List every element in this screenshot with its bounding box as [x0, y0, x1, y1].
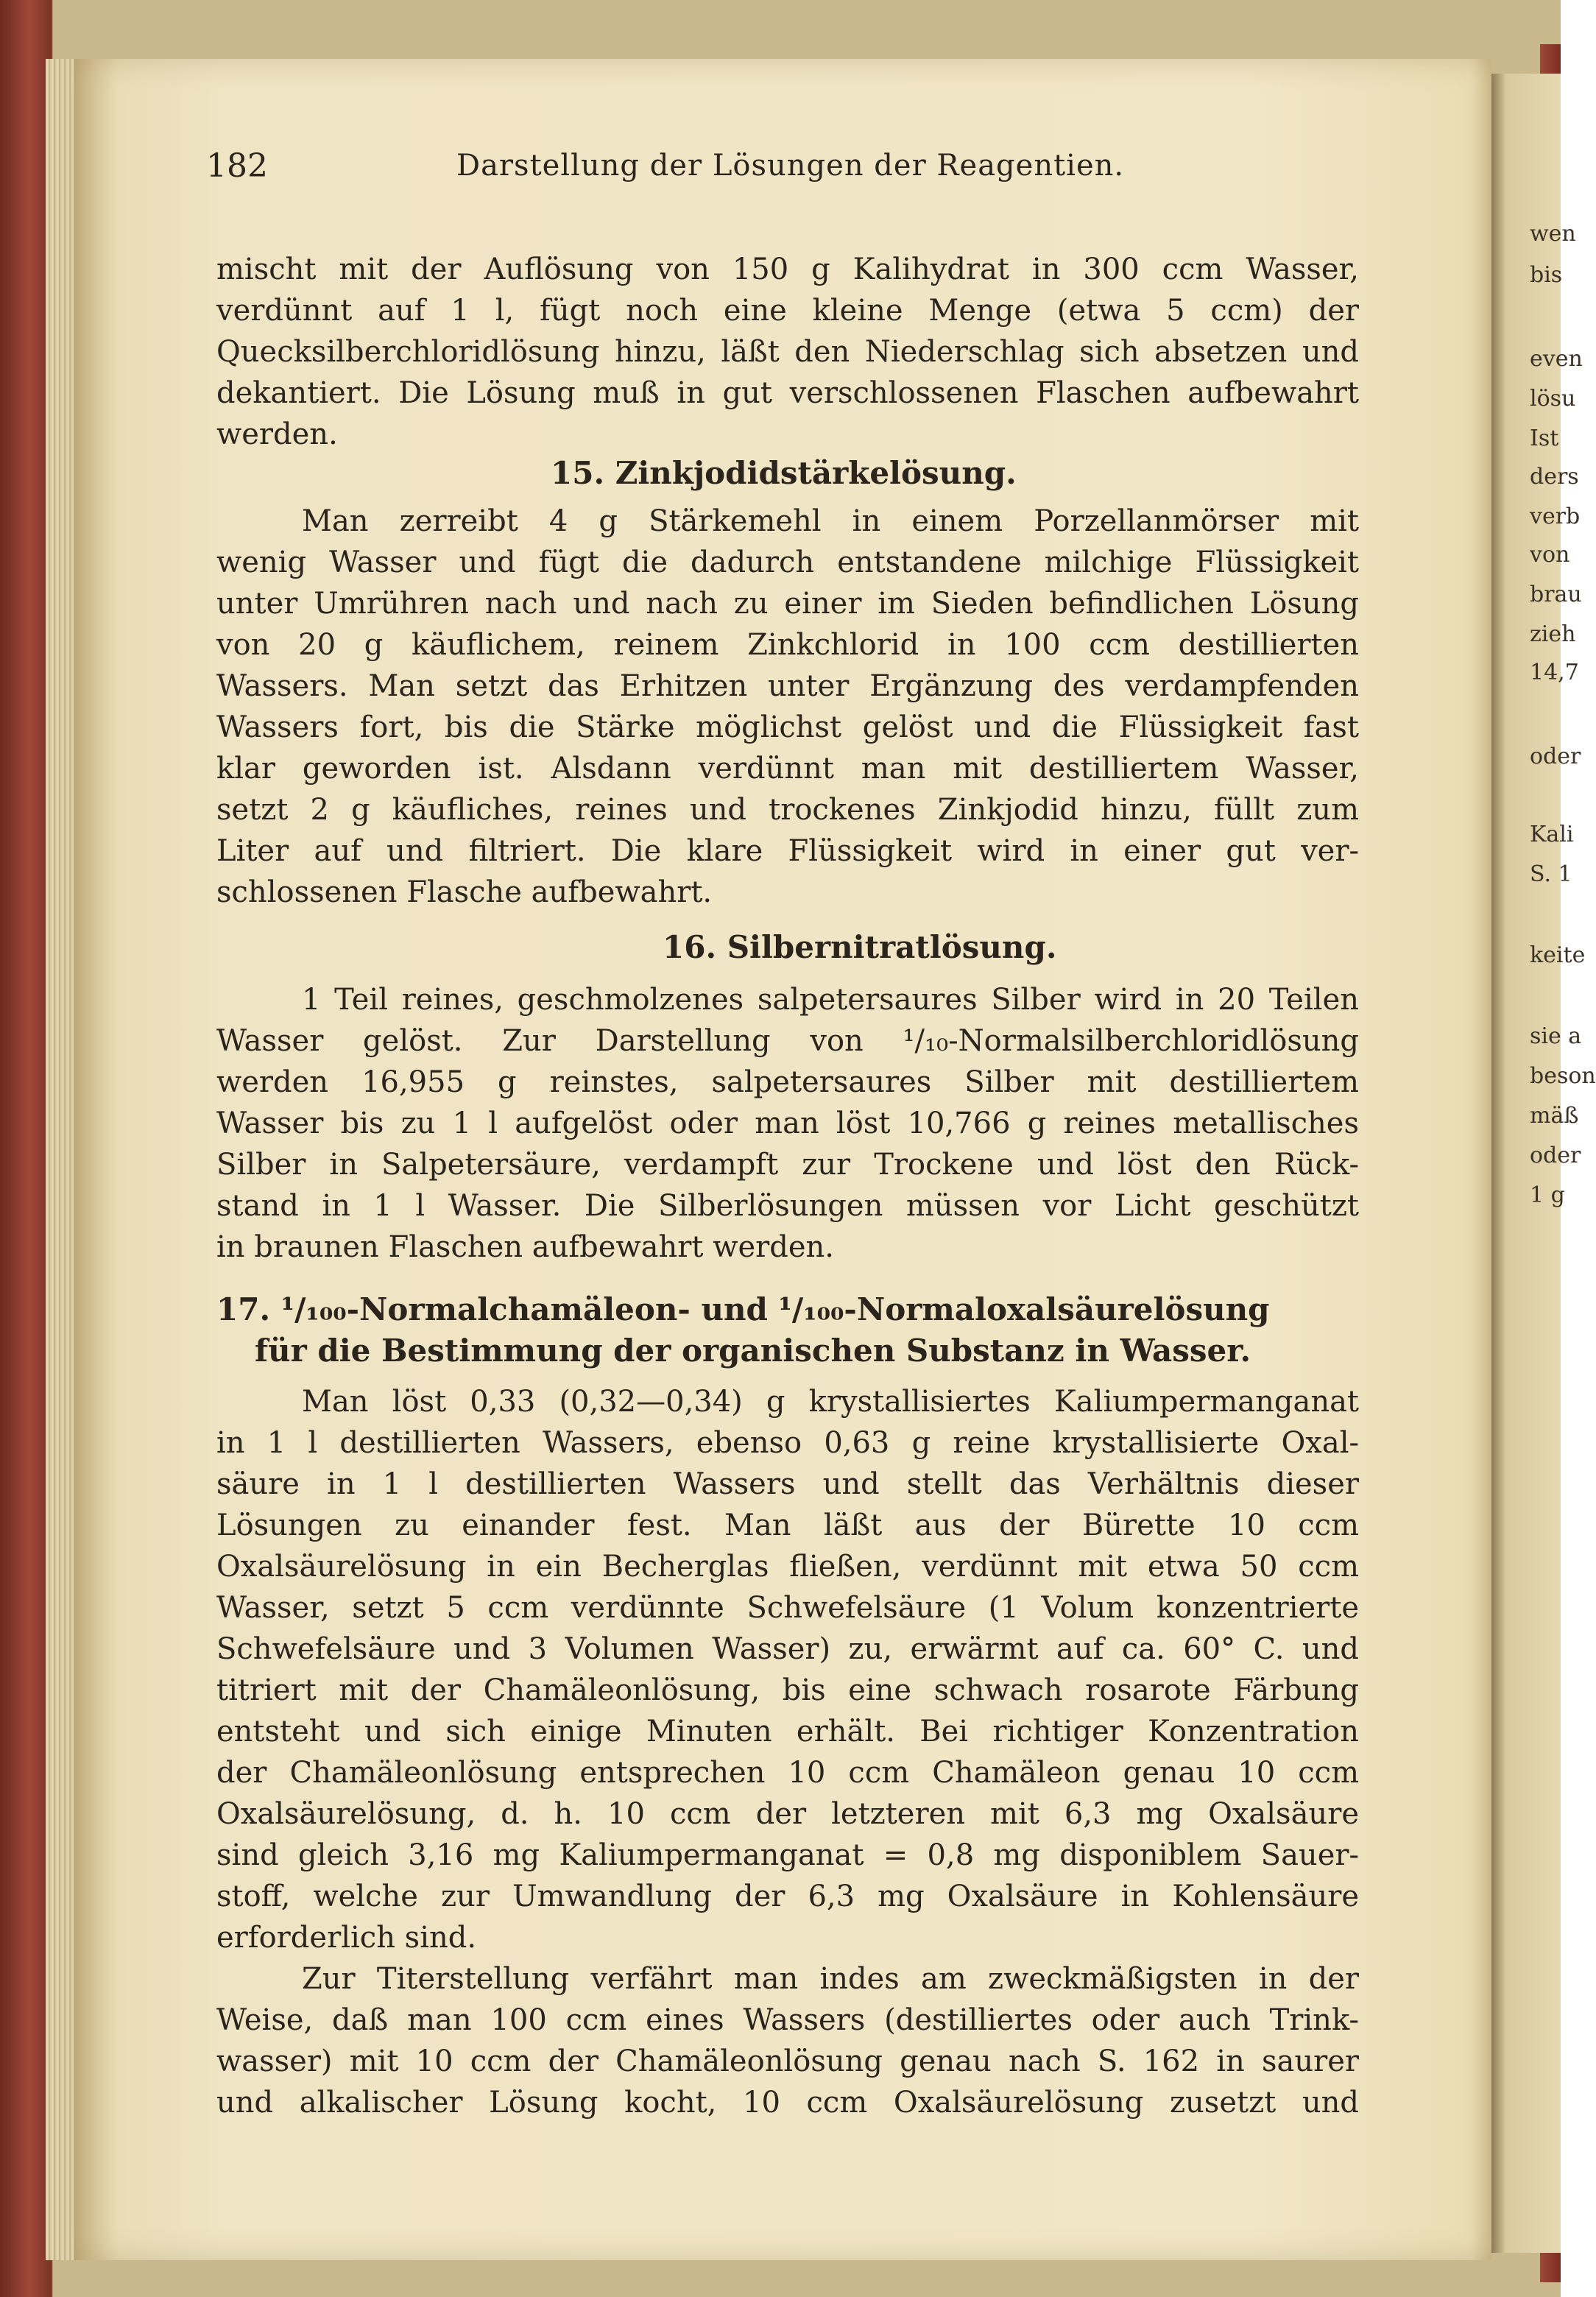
next-page-fragment: Kali — [1530, 822, 1574, 847]
paragraph-line: Lösungen zu einander fest. Man läßt aus der Bürette 10 ccm — [216, 1509, 1359, 1542]
paragraph-line: Wasser gelöst. Zur Darstellung von ¹/₁₀-Normalsilberchloridlösung — [216, 1024, 1359, 1058]
paragraph-line: stoff, welche zur Umwandlung der 6,3 mg Oxalsäure in Kohlensäure — [216, 1880, 1359, 1913]
next-page-fragment: sie a — [1530, 1023, 1582, 1049]
paragraph-line: werden 16,955 g reinstes, salpetersaures Silber mit destilliertem — [216, 1065, 1359, 1099]
next-page-fragment: wen — [1530, 221, 1576, 247]
next-page-fragment: Ist — [1530, 426, 1559, 451]
paragraph-line: Wassers. Man setzt das Erhitzen unter Ergänzung des verdampfenden — [216, 669, 1359, 703]
paragraph-line: stand in 1 l Wasser. Die Silberlösungen müssen vor Licht geschützt — [216, 1189, 1359, 1223]
paragraph-line: schlossenen Flasche aufbewahrt. — [216, 875, 713, 909]
paragraph-line: und alkalischer Lösung kocht, 10 ccm Oxalsäurelösung zusetzt und — [216, 2086, 1359, 2120]
next-page-fragment: 14,7 — [1530, 660, 1579, 685]
next-page-fragment: von — [1530, 542, 1570, 568]
paragraph-line: Silber in Salpetersäure, verdampft zur Trockene und löst den Rück- — [216, 1148, 1359, 1182]
section-17-heading-line-1: 17. ¹/₁₀₀-Normalchamäleon- und ¹/₁₀₀-Normaloxalsäurelösung — [216, 1291, 1270, 1327]
header-title: Darstellung der Lösungen der Reagentien. — [456, 149, 1125, 183]
paragraph-line: Wassers fort, bis die Stärke möglichst gelöst und die Flüssigkeit fast — [216, 710, 1359, 744]
paragraph-line: Quecksilberchloridlösung hinzu, läßt den Niederschlag sich absetzen und — [216, 335, 1359, 369]
next-page-fragment: verb — [1530, 504, 1581, 529]
next-page-fragment: S. 1 — [1530, 861, 1572, 887]
next-page-fragment: keite — [1530, 942, 1586, 968]
paragraph-line: in braunen Flaschen aufbewahrt werden. — [216, 1230, 834, 1264]
paragraph-line: in 1 l destillierten Wassers, ebenso 0,63 g reine krystallisierte Oxal- — [216, 1426, 1359, 1460]
next-page-fragment: oder — [1530, 1143, 1581, 1168]
page-edges — [46, 59, 75, 2260]
paragraph-line: werden. — [216, 417, 338, 451]
paragraph-line: der Chamäleonlösung entsprechen 10 ccm Chamäleon genau 10 ccm — [216, 1756, 1359, 1790]
paragraph-line: setzt 2 g käufliches, reines und trockenes Zinkjodid hinzu, füllt zum — [216, 793, 1359, 827]
next-page-fragment: beson — [1530, 1063, 1596, 1089]
paragraph-line: Oxalsäurelösung, d. h. 10 ccm der letzteren mit 6,3 mg Oxalsäure — [216, 1797, 1359, 1831]
paragraph-line: Weise, daß man 100 ccm eines Wassers (destilliertes oder auch Trink- — [216, 2003, 1359, 2037]
next-page-fragment: lösu — [1530, 386, 1576, 412]
paragraph-line: Oxalsäurelösung in ein Becherglas fließen, verdünnt mit etwa 50 ccm — [216, 1550, 1359, 1584]
paragraph-line: 1 Teil reines, geschmolzenes salpetersaures Silber wird in 20 Teilen — [302, 983, 1359, 1017]
next-page-fragment: even — [1530, 346, 1583, 372]
section-16-heading: 16. Silbernitratlösung. — [663, 929, 1057, 965]
next-page-fragment: zieh — [1530, 621, 1576, 647]
next-page-fragment: oder — [1530, 744, 1581, 769]
paragraph-line: dekantiert. Die Lösung muß in gut verschlossenen Flaschen aufbewahrt — [216, 376, 1359, 410]
paragraph-line: wenig Wasser und fügt die dadurch entstandene milchige Flüssigkeit — [216, 546, 1359, 579]
running-head — [191, 147, 1369, 199]
paragraph-line: unter Umrühren nach und nach zu einer im Sieden befindlichen Lösung — [216, 587, 1359, 621]
paragraph-line: wasser) mit 10 ccm der Chamäleonlösung genau nach S. 162 in saurer — [216, 2044, 1359, 2078]
next-page-fragment: 1 g — [1530, 1182, 1565, 1208]
paragraph-line: erforderlich sind. — [216, 1921, 477, 1955]
paragraph-line: klar geworden ist. Alsdann verdünnt man mit destilliertem Wasser, — [216, 752, 1359, 786]
section-17-heading-line-2: für die Bestimmung der organischen Substanz in Wasser. — [255, 1333, 1251, 1369]
next-page-fragment: ders — [1530, 464, 1579, 490]
paragraph-line: titriert mit der Chamäleonlösung, bis eine schwach rosarote Färbung — [216, 1673, 1359, 1707]
paragraph-line: sind gleich 3,16 mg Kaliumpermanganat = 0,8 mg disponiblem Sauer- — [216, 1838, 1359, 1872]
section-15-heading: 15. Zinkjodidstärkelösung. — [551, 455, 1017, 491]
paragraph-line: verdünnt auf 1 l, fügt noch eine kleine Menge (etwa 5 ccm) der — [216, 294, 1359, 328]
next-page-fragment: bis — [1530, 262, 1563, 288]
paragraph-line: Man zerreibt 4 g Stärkemehl in einem Porzellanmörser mit — [302, 504, 1359, 538]
paragraph-line: Wasser, setzt 5 ccm verdünnte Schwefelsäure (1 Volum konzentrierte — [216, 1591, 1359, 1625]
paragraph-line: Wasser bis zu 1 l aufgelöst oder man löst 10,766 g reines metallisches — [216, 1107, 1359, 1140]
page-number: 182 — [206, 147, 268, 185]
next-page-fragment: mäß — [1530, 1103, 1579, 1129]
paragraph-line: von 20 g käuflichem, reinem Zinkchlorid in 100 ccm destillierten — [216, 628, 1359, 662]
paragraph-line: Schwefelsäure und 3 Volumen Wasser) zu, erwärmt auf ca. 60° C. und — [216, 1632, 1359, 1666]
paragraph-line: entsteht und sich einige Minuten erhält. Bei richtiger Konzentration — [216, 1715, 1359, 1749]
next-page-fragment: brau — [1530, 582, 1582, 607]
paragraph-line: mischt mit der Auflösung von 150 g Kalihydrat in 300 ccm Wasser, — [216, 253, 1359, 286]
paragraph-line: Man löst 0,33 (0,32—0,34) g krystallisiertes Kaliumpermanganat — [302, 1385, 1359, 1419]
paragraph-line: säure in 1 l destillierten Wassers und stellt das Verhältnis dieser — [216, 1467, 1359, 1501]
paragraph-line: Liter auf und filtriert. Die klare Flüssigkeit wird in einer gut ver- — [216, 834, 1359, 868]
paragraph-line: Zur Titerstellung verfährt man indes am zweckmäßigsten in der — [302, 1962, 1359, 1996]
